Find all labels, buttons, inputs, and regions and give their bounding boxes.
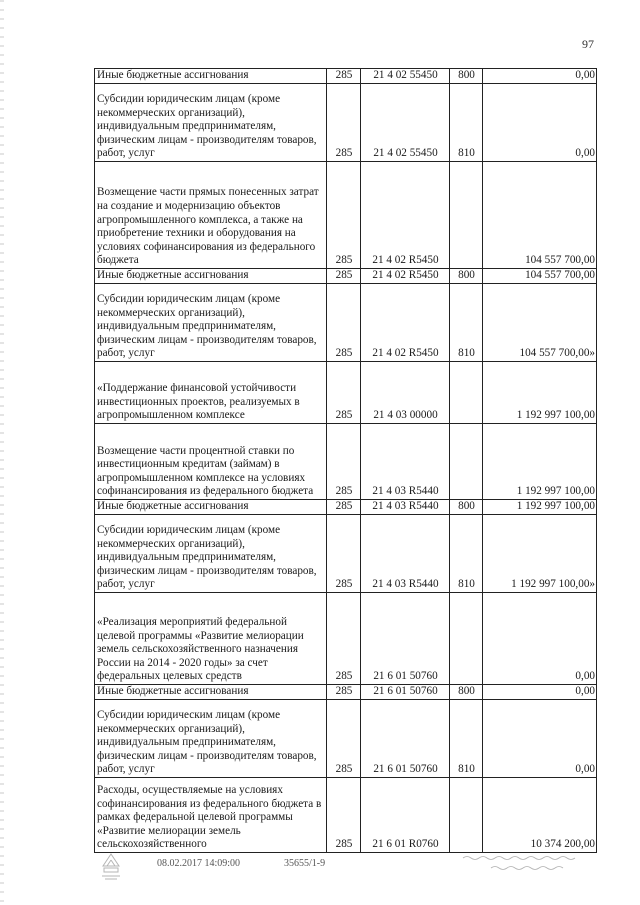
row-csr-cell: 21 6 01 50760 [361,685,450,700]
row-ved-cell: 285 [327,69,361,84]
seal-icon [100,852,122,880]
table-row [95,362,597,424]
row-ved-cell: 285 [327,685,361,700]
row-vr-cell [450,593,483,685]
row-name-cell: Иные бюджетные ассигнования [95,685,327,700]
row-csr-cell: 21 4 02 R5450 [361,269,450,284]
row-name-cell: «Поддержание финансовой устойчивости инвестиционных проектов, реализуемых в агропромышленном комплексе [95,362,327,424]
row-ved-cell: 285 [327,500,361,515]
table-row [95,685,597,700]
table-row [95,593,597,685]
table-row [95,284,597,362]
row-name-cell: Возмещение части процентной ставки по инвестиционным кредитам (займам) в агропромышленном комплексе на условиях софинансирования из федерального бюджета [95,424,327,500]
row-vr-cell [450,778,483,853]
row-vr-cell: 800 [450,69,483,84]
table-row [95,162,597,269]
row-ved-cell: 285 [327,362,361,424]
row-sum-cell: 0,00 [483,69,597,84]
row-sum-cell: 0,00 [483,84,597,162]
table-row [95,700,597,778]
row-csr-cell: 21 4 03 R5440 [361,424,450,500]
row-sum-cell: 1 192 997 100,00 [483,500,597,515]
row-csr-cell: 21 6 01 R0760 [361,778,450,853]
row-csr-cell: 21 4 03 00000 [361,362,450,424]
row-name-cell: Иные бюджетные ассигнования [95,69,327,84]
row-sum-cell: 1 192 997 100,00 [483,424,597,500]
row-csr-cell: 21 4 02 R5450 [361,284,450,362]
page-number: 97 [582,37,594,51]
row-sum-cell: 104 557 700,00 [483,269,597,284]
table-row [95,84,597,162]
row-csr-cell: 21 4 03 R5440 [361,515,450,593]
row-sum-cell: 104 557 700,00» [483,284,597,362]
row-name-cell: Субсидии юридическим лицам (кроме некоммерческих организаций), индивидуальным предпринимателям, физическим лицам - производителям товаров, работ, услуг [95,84,327,162]
row-vr-cell [450,362,483,424]
table-row [95,500,597,515]
row-ved-cell: 285 [327,700,361,778]
row-name-cell: Иные бюджетные ассигнования [95,269,327,284]
row-vr-cell: 810 [450,84,483,162]
row-sum-cell: 1 192 997 100,00» [483,515,597,593]
row-name-cell: Субсидии юридическим лицам (кроме некоммерческих организаций), индивидуальным предпринимателям, физическим лицам - производителям товаров, работ, услуг [95,515,327,593]
row-ved-cell: 285 [327,84,361,162]
row-vr-cell: 800 [450,500,483,515]
row-vr-cell: 800 [450,269,483,284]
row-csr-cell: 21 4 02 R5450 [361,162,450,269]
row-ved-cell: 285 [327,284,361,362]
row-sum-cell: 10 374 200,00 [483,778,597,853]
row-ved-cell: 285 [327,778,361,853]
table-row [95,269,597,284]
row-name-cell: Иные бюджетные ассигнования [95,500,327,515]
row-csr-cell: 21 4 02 55450 [361,69,450,84]
row-vr-cell: 810 [450,515,483,593]
table-row [95,515,597,593]
row-ved-cell: 285 [327,269,361,284]
row-sum-cell: 0,00 [483,700,597,778]
electronic-stamp-watermark [456,852,606,877]
row-ved-cell: 285 [327,515,361,593]
row-vr-cell [450,424,483,500]
row-ved-cell: 285 [327,162,361,269]
row-sum-cell: 0,00 [483,593,597,685]
row-name-cell: Расходы, осуществляемые на условиях софинансирования из федерального бюджета в рамках федеральной целевой программы «Развитие мелиорации земель сельскохозяйственного [95,778,327,853]
table-row [95,69,597,84]
row-csr-cell: 21 4 02 55450 [361,84,450,162]
row-name-cell: Субсидии юридическим лицам (кроме некоммерческих организаций), индивидуальным предпринимателям, физическим лицам - производителям товаров, работ, услуг [95,700,327,778]
footer-datetime: 08.02.2017 14:09:00 [157,858,241,869]
row-csr-cell: 21 6 01 50760 [361,700,450,778]
row-vr-cell [450,162,483,269]
table-row [95,778,597,853]
stamp-scribble-icon [461,852,601,874]
row-csr-cell: 21 6 01 50760 [361,593,450,685]
scan-edge-artifact [0,0,4,905]
row-vr-cell: 810 [450,284,483,362]
footer-document-code: 35655/1-9 [284,858,326,869]
budget-table [94,68,597,853]
row-name-cell: Возмещение части прямых понесенных затрат на создание и модернизацию объектов агропромышленного комплекса, а также на приобретение техники и оборудования на условиях софинансирования из федерального бюджета [95,162,327,269]
table-row [95,424,597,500]
row-csr-cell: 21 4 03 R5440 [361,500,450,515]
row-ved-cell: 285 [327,593,361,685]
row-sum-cell: 104 557 700,00 [483,162,597,269]
row-ved-cell: 285 [327,424,361,500]
row-name-cell: «Реализация мероприятий федеральной целевой программы «Развитие мелиорации земель сельскохозяйственного назначения России на 2014 - 2020 годы» за счет федеральных целевых средств [95,593,327,685]
row-vr-cell: 800 [450,685,483,700]
row-sum-cell: 1 192 997 100,00 [483,362,597,424]
row-sum-cell: 0,00 [483,685,597,700]
row-name-cell: Субсидии юридическим лицам (кроме некоммерческих организаций), индивидуальным предпринимателям, физическим лицам - производителям товаров, работ, услуг [95,284,327,362]
row-vr-cell: 810 [450,700,483,778]
